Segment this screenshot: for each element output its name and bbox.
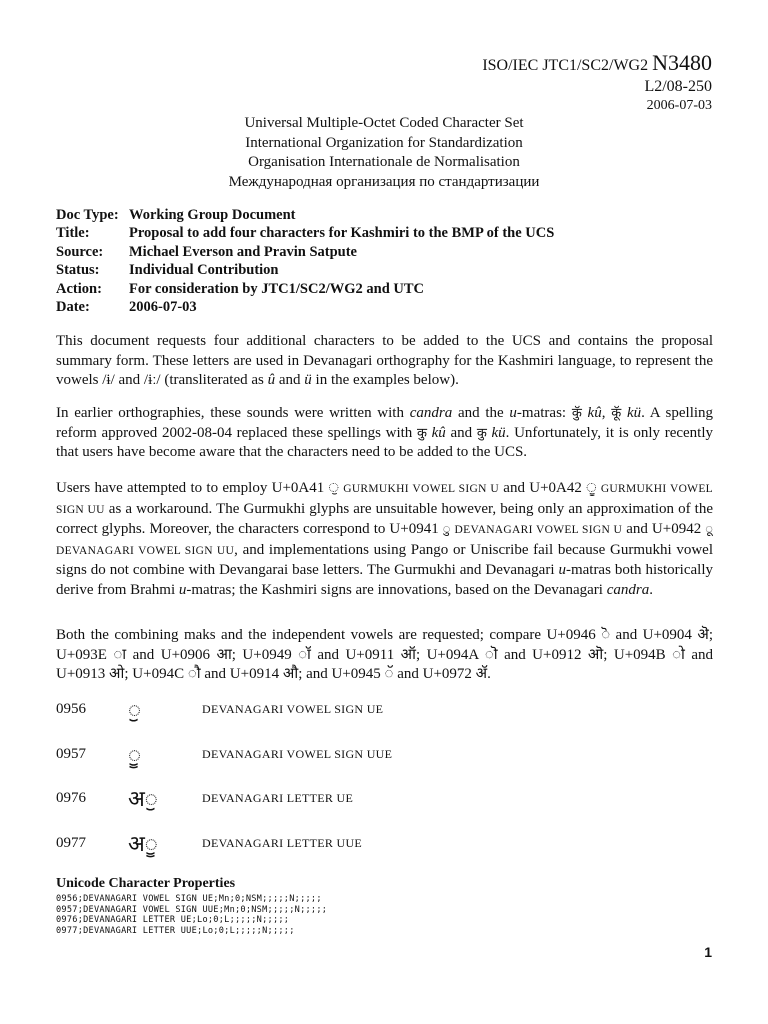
properties-block xyxy=(56,894,327,936)
properties-line: 0956;DEVANAGARI VOWEL SIGN UE;Mn;0;NSM;;;;;N;;;;; xyxy=(56,894,322,904)
devanagari-example: कु xyxy=(416,425,427,441)
text-run: , and implementations using Pango or Uniscribe fail because Gurmukhi vowel signs do not combine with Devangarai base letters. The Gurmukhi and Devanagari xyxy=(56,541,713,579)
paragraph-history xyxy=(56,404,713,463)
character-row xyxy=(56,785,656,811)
text-run: and xyxy=(445,424,477,441)
text-run: -matras: xyxy=(516,405,572,421)
meta-key: Date: xyxy=(56,299,90,316)
meta-value: 2006-07-03 xyxy=(129,299,197,316)
meta-row xyxy=(56,298,554,316)
document-reference xyxy=(482,50,712,76)
glyph-sample: ु xyxy=(442,522,451,538)
properties-line: 0957;DEVANAGARI VOWEL SIGN UUE;Mn;0;NSM;;;;;N;;;;; xyxy=(56,904,328,915)
character-row xyxy=(56,696,656,722)
translit-u-umlaut: ü xyxy=(304,372,312,389)
character-row xyxy=(56,741,656,767)
meta-row xyxy=(56,224,554,242)
l2-reference: L2/08-250 xyxy=(644,78,712,95)
devanagari-example: कु xyxy=(476,425,487,441)
character-glyph: अॖ xyxy=(128,787,158,812)
character-name: DEVANAGARI VOWEL SIGN UE xyxy=(202,701,384,716)
character-name: DEVANAGARI LETTER UE xyxy=(202,790,354,805)
code-point: 0976 xyxy=(56,789,86,806)
character-name: DEVANAGARI VOWEL SIGN UU xyxy=(56,544,235,557)
character-name: GURMUKHI VOWEL SIGN U xyxy=(343,483,500,495)
organization-block xyxy=(0,114,768,192)
text-run: and the xyxy=(452,405,510,421)
meta-row xyxy=(56,280,554,298)
meta-value: Michael Everson and Pravin Satpute xyxy=(129,243,357,260)
text-run: in the examples below). xyxy=(311,372,459,389)
paragraph-intro xyxy=(56,332,713,391)
text-run: In earlier orthographies, these sounds were written with xyxy=(56,405,410,421)
org-line: International Organization for Standardization xyxy=(245,134,523,151)
org-line: Universal Multiple-Octet Coded Character Set xyxy=(244,115,524,131)
text-run: . xyxy=(649,581,653,598)
meta-row xyxy=(56,243,554,261)
header-date: 2006-07-03 xyxy=(646,98,712,113)
term-candra: candra xyxy=(606,581,650,598)
term-candra: candra xyxy=(409,405,453,421)
code-point: 0957 xyxy=(56,745,86,762)
term-u: u xyxy=(178,581,187,598)
meta-key: Doc Type: xyxy=(56,207,119,223)
character-name: DEVANAGARI VOWEL SIGN UUE xyxy=(202,746,393,761)
text-run: . A spelling reform approved 2002-08-04 replaced these spellings with xyxy=(56,405,714,441)
devanagari-example: कूॅ xyxy=(611,406,622,421)
paragraph-comparison: Both the combining maks and the independent vowels are requested; compare U+0946 ॆ and U+0904 ऄ; U+093E ा and U+0906 आ; U+0949 ॉ and U+0911 ऑ; U+094A ॊ and U+0912 ऒ; U+094B ो and U+0913 ओ; U+094C ौ and U+0914 औ; and U+0945 ॅ and U+0972 ॲ. xyxy=(56,627,713,683)
meta-value: For consideration by JTC1/SC2/WG2 and UTC xyxy=(129,280,425,297)
character-name: DEVANAGARI LETTER UUE xyxy=(202,835,363,850)
org-line: Organisation Internationale de Normalisation xyxy=(248,154,520,170)
code-point: 0977 xyxy=(56,834,86,851)
text-run: . Unfortunately, it is only recently that users have become aware that the characters need to be added to the UCS. xyxy=(56,424,714,461)
term-u: u xyxy=(509,405,517,421)
meta-key: Title: xyxy=(56,225,90,242)
meta-key: Action: xyxy=(56,280,102,297)
text-run: and U+0942 xyxy=(622,521,706,538)
character-glyph: ◌ॖ xyxy=(128,698,142,723)
properties-line: 0976;DEVANAGARI LETTER UE;Lo;0;L;;;;;N;;;;; xyxy=(56,915,290,926)
glyph-sample: ू xyxy=(705,522,713,538)
text-run: and xyxy=(275,372,305,389)
properties-line: 0977;DEVANAGARI LETTER UUE;Lo;0;L;;;;;N;;;;; xyxy=(56,925,295,936)
meta-row xyxy=(56,261,554,279)
transliteration: kü xyxy=(491,424,506,441)
document-number: N3480 xyxy=(652,50,712,75)
transliteration: kü xyxy=(626,405,642,421)
meta-value: Individual Contribution xyxy=(129,262,279,279)
committee-label: ISO/IEC JTC1/SC2/WG2 xyxy=(482,57,649,74)
text-run: , xyxy=(601,405,612,421)
transliteration: kû xyxy=(431,424,446,441)
text-run: This document requests four additional characters to be added to the UCS and contains the proposal summary form. These letters are used in Devanagari orthography for the Kashmiri language, to represent the vowels /ɨ/ and /ɨː/ (transliterated as xyxy=(56,333,713,389)
character-glyph: ◌ॗ xyxy=(128,743,142,768)
meta-key: Source: xyxy=(56,243,104,260)
glyph-sample: ੁ xyxy=(328,481,339,496)
text-run: -matras both historically derive from Brahmi xyxy=(56,562,713,598)
paragraph-workaround xyxy=(56,479,713,601)
translit-u-hat: û xyxy=(267,372,276,389)
properties-heading: Unicode Character Properties xyxy=(56,876,236,891)
glyph-sample: ੂ xyxy=(586,481,597,496)
meta-key: Status: xyxy=(56,262,100,279)
devanagari-example: कुॅ xyxy=(571,406,582,421)
text-run: and U+0A42 xyxy=(499,480,587,496)
text-run: -matras; the Kashmiri signs are innovations, based on the Devanagari xyxy=(186,581,607,598)
text-run: Users have attempted to to employ U+0A41 xyxy=(56,480,329,496)
text-run: as a workaround. The Gurmukhi glyphs are unsuitable however, being only an approximation of the correct glyphs. Moreover, the characters correspond to U+0941 xyxy=(56,500,713,538)
character-name: GURMUKHI VOWEL SIGN UU xyxy=(56,483,713,516)
character-name: DEVANAGARI VOWEL SIGN U xyxy=(454,524,623,537)
meta-row xyxy=(56,206,554,224)
transliteration: kû xyxy=(587,405,602,421)
metadata-block xyxy=(56,206,554,316)
term-u: u xyxy=(558,562,566,579)
page-number: 1 xyxy=(704,944,712,960)
meta-value: Working Group Document xyxy=(129,207,296,223)
character-row xyxy=(56,830,656,856)
meta-value: Proposal to add four characters for Kashmiri to the BMP of the UCS xyxy=(129,225,555,242)
org-line: Международная организация по стандартизации xyxy=(228,173,540,190)
character-glyph: अॗ xyxy=(128,832,158,857)
code-point: 0956 xyxy=(56,700,86,717)
